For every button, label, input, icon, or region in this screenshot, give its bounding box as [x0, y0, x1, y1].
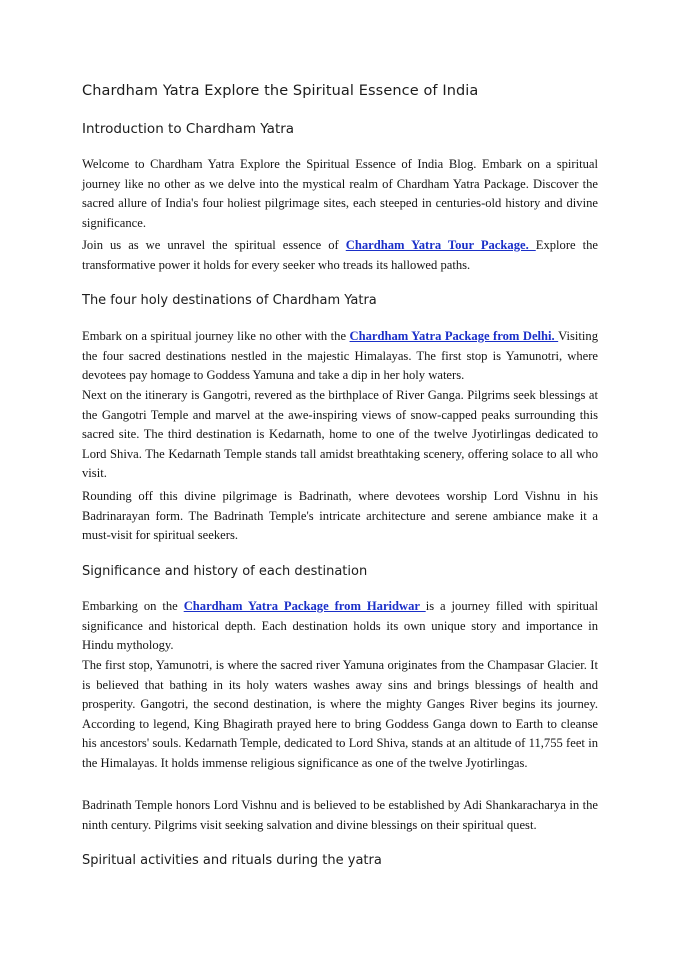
significance-paragraph-1: [82, 597, 598, 656]
destinations-paragraph-2: Next on the itinerary is Gangotri, revered as the birthplace of River Ganga. Pilgrims seek blessings at the Gangotri Temple and marvel at the awe-inspiring views of snow-capped peaks surrounding this sacred site. The third destination is Kedarnath, home to one of the twelve Jyotirlingas dedicated to Lord Shiva. The Kedarnath Temple stands tall amidst breathtaking scenery, offering solace to all who visit.: [82, 388, 598, 481]
intro-paragraph-2: [82, 236, 598, 275]
chardham-yatra-package-from-haridwar-link[interactable]: Chardham Yatra Package from Haridwar: [183, 599, 426, 613]
chardham-yatra-package-from-delhi-link[interactable]: Chardham Yatra Package from Delhi.: [349, 329, 559, 343]
intro-p2-text-after: Explore the transformative power it holds for every seeker who treads its hallowed paths.: [82, 238, 599, 272]
destinations-p1-text-before: Embark on a spiritual journey like no other with the: [82, 329, 350, 343]
significance-p1-text-before: Embarking on the: [82, 599, 184, 613]
activities-heading: Spiritual activities and rituals during the yatra: [82, 853, 382, 868]
intro-heading: Introduction to Chardham Yatra: [82, 121, 295, 137]
significance-p1-text-after: is a journey filled with spiritual significance and historical depth. Each destination holds its own unique story and importance in Hindu mythology.: [82, 599, 598, 653]
significance-heading: Significance and history of each destination: [82, 564, 368, 579]
significance-paragraph-2: The first stop, Yamunotri, is where the sacred river Yamuna originates from the Champasar Glacier. It is believed that bathing in its holy waters washes away sins and brings blessings of health and prosperity. Gangotri, the second destination, is where the mighty Ganges River begins its journey. According to legend, King Bhagirath prayed here to bring Goddess Ganga down to Earth to cleanse his ancestors' souls. Kedarnath Temple, dedicated to Lord Shiva, stands at an altitude of 11,755 feet in the Himalayas. It holds immense religious significance as one of the twelve Jyotirlingas.: [82, 658, 598, 770]
page-title: Chardham Yatra Explore the Spiritual Essence of India: [82, 83, 479, 99]
destinations-paragraph-1: [82, 327, 598, 386]
chardham-yatra-tour-package-link[interactable]: Chardham Yatra Tour Package.: [345, 238, 536, 252]
destinations-paragraph-3: Rounding off this divine pilgrimage is Badrinath, where devotees worship Lord Vishnu in his Badrinarayan form. The Badrinath Temple's intricate architecture and serene ambiance make it a must-visit for spiritual seekers.: [82, 489, 598, 543]
intro-paragraph-1: Welcome to Chardham Yatra Explore the Spiritual Essence of India Blog. Embark on a spiritual journey like no other as we delve into the mystical realm of Chardham Yatra Package. Discover the sacred allure of India's four holiest pilgrimage sites, each steeped in centuries-old history and divine significance.: [82, 157, 598, 230]
intro-p2-text-before: Join us as we unravel the spiritual essence of: [82, 238, 346, 252]
destinations-heading: The four holy destinations of Chardham Yatra: [82, 293, 377, 308]
destinations-p1-text-after: Visiting the four sacred destinations nestled in the majestic Himalayas. The first stop is Yamunotri, where devotees pay homage to Goddess Yamuna and take a dip in her holy waters.: [82, 329, 598, 383]
significance-paragraph-3: Badrinath Temple honors Lord Vishnu and is believed to be established by Adi Shankaracharya in the ninth century. Pilgrims visit seeking salvation and divine blessings on their spiritual quest.: [82, 798, 598, 832]
